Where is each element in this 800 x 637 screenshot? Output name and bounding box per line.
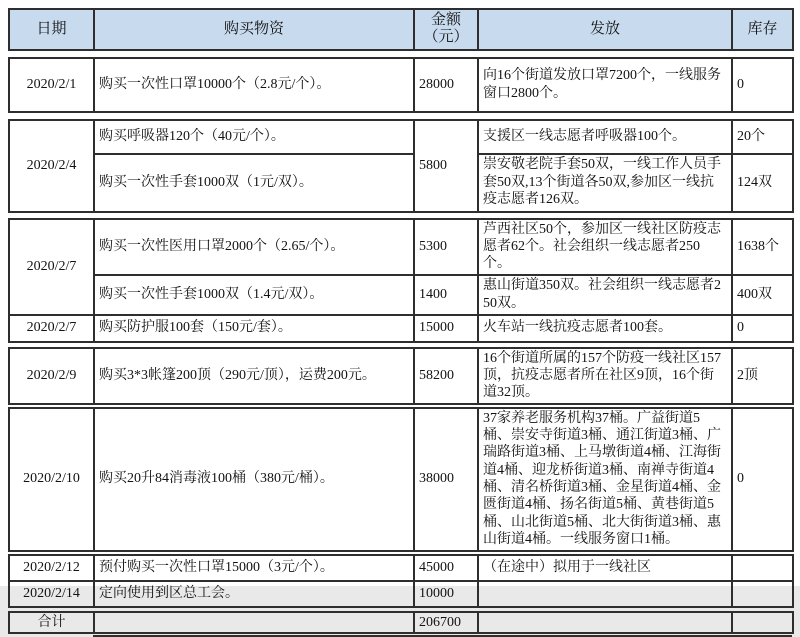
cell-stock: 1638个 bbox=[732, 219, 793, 275]
cell-amount: 58200 bbox=[414, 348, 478, 404]
cell-distribution: 向16个街道发放口罩7200个，一线服务窗口2800个。 bbox=[478, 58, 732, 112]
header-goods: 购买物资 bbox=[94, 9, 414, 50]
header-date: 日期 bbox=[9, 9, 94, 50]
header-amount-line2: （元） bbox=[423, 29, 469, 46]
header-amount bbox=[414, 9, 478, 50]
cell-distribution bbox=[478, 581, 732, 607]
cell-stock: 400双 bbox=[732, 275, 793, 315]
header-amount-line1: 金额 bbox=[430, 12, 461, 28]
cell-amount: 38000 bbox=[414, 408, 478, 551]
cell-distribution: 火车站一线抗疫志愿者100套。 bbox=[478, 315, 732, 342]
cell-distribution bbox=[478, 612, 732, 633]
table-group-2-7 bbox=[8, 218, 794, 343]
cell-distribution: 崇安敬老院手套50双，一线工作人员手套50双,13个街道各50双,参加区一线抗疫志愿者126双。 bbox=[478, 154, 732, 212]
cell-distribution: 支援区一线志愿者呼吸器100个。 bbox=[478, 120, 732, 154]
cell-amount: 45000 bbox=[414, 555, 478, 581]
header-stock: 库存 bbox=[732, 9, 793, 50]
cell-distribution: （在途中）拟用于一线社区 bbox=[478, 555, 732, 581]
cell-date: 2020/2/7 bbox=[9, 219, 94, 315]
cell-distribution: 37家养老服务机构37桶。广益街道5桶、崇安寺街道3桶、通江街道3桶、广瑞路街道3桶、上马墩街道4桶、江海街道4桶、迎龙桥街道3桶、南禅寺街道4桶、清名桥街道3桶、金星街道4桶、金匮街道4桶、扬名街道5桶、黄巷街道5桶、山北街道5桶、北大街街道3桶、惠山街道4桶。一线服务窗口1桶。 bbox=[478, 408, 732, 551]
cell-stock: 124双 bbox=[732, 154, 793, 212]
cell-goods: 购买一次性手套1000双（1元/双）。 bbox=[94, 154, 414, 212]
cell-stock: 0 bbox=[732, 58, 793, 112]
cell-distribution: 惠山街道350双。社会组织一线志愿者250双。 bbox=[478, 275, 732, 315]
cell-date: 2020/2/14 bbox=[9, 581, 94, 607]
cell-amount: 1400 bbox=[414, 275, 478, 315]
cell-goods: 购买一次性手套1000双（1.4元/双）。 bbox=[94, 275, 414, 315]
cell-amount: 10000 bbox=[414, 581, 478, 607]
cell-goods: 预付购买一次性口罩15000（3元/个）。 bbox=[94, 555, 414, 581]
cell-stock: 20个 bbox=[732, 120, 793, 154]
header-dist: 发放 bbox=[478, 9, 732, 50]
cell-stock: 2顶 bbox=[732, 348, 793, 404]
table-row-2-1 bbox=[8, 57, 794, 113]
cell-goods: 购买呼吸器120个（40元/个）。 bbox=[94, 120, 414, 154]
table-rows-2-12-2-14 bbox=[8, 554, 794, 608]
cell-stock: 0 bbox=[732, 315, 793, 342]
cell-amount: 28000 bbox=[414, 58, 478, 112]
cell-date: 2020/2/9 bbox=[9, 348, 94, 404]
cell-date: 2020/2/7 bbox=[9, 315, 94, 342]
cell-amount: 5800 bbox=[414, 120, 478, 212]
cell-date: 2020/2/10 bbox=[9, 408, 94, 551]
cell-goods: 购买防护服100套（150元/套）。 bbox=[94, 315, 414, 342]
cell-stock bbox=[732, 581, 793, 607]
cell-distribution: 芦西社区50个，参加区一线社区防疫志愿者62个。社会组织一线志愿者250个。 bbox=[478, 219, 732, 275]
cell-distribution: 16个街道所属的157个防疫一线社区157顶，抗疫志愿者所在社区9顶，16个街道32顶。 bbox=[478, 348, 732, 404]
table-row-2-10 bbox=[8, 407, 794, 552]
cell-goods: 购买3*3帐篷200顶（290元/顶），运费200元。 bbox=[94, 348, 414, 404]
cell-date: 2020/2/4 bbox=[9, 120, 94, 212]
cell-amount: 15000 bbox=[414, 315, 478, 342]
cell-date: 2020/2/1 bbox=[9, 58, 94, 112]
cell-total-label: 合计 bbox=[9, 612, 94, 633]
cell-stock: 0 bbox=[732, 408, 793, 551]
cell-goods: 定向使用到区总工会。 bbox=[94, 581, 414, 607]
cell-amount: 206700 bbox=[414, 612, 478, 633]
cell-date: 2020/2/12 bbox=[9, 555, 94, 581]
cell-stock bbox=[732, 612, 793, 633]
table-header bbox=[8, 8, 794, 51]
table-row-2-9 bbox=[8, 347, 794, 405]
cell-amount: 5300 bbox=[414, 219, 478, 275]
table-group-2-4 bbox=[8, 119, 794, 213]
cell-goods: 购买20升84消毒液100桶（380元/桶）。 bbox=[94, 408, 414, 551]
cell-goods: 购买一次性医用口罩2000个（2.65/个）。 bbox=[94, 219, 414, 275]
cell-stock bbox=[732, 555, 793, 581]
cell-goods: 购买一次性口罩10000个（2.8元/个）。 bbox=[94, 58, 414, 112]
table-row-total bbox=[8, 611, 794, 634]
cell-goods bbox=[94, 612, 414, 633]
